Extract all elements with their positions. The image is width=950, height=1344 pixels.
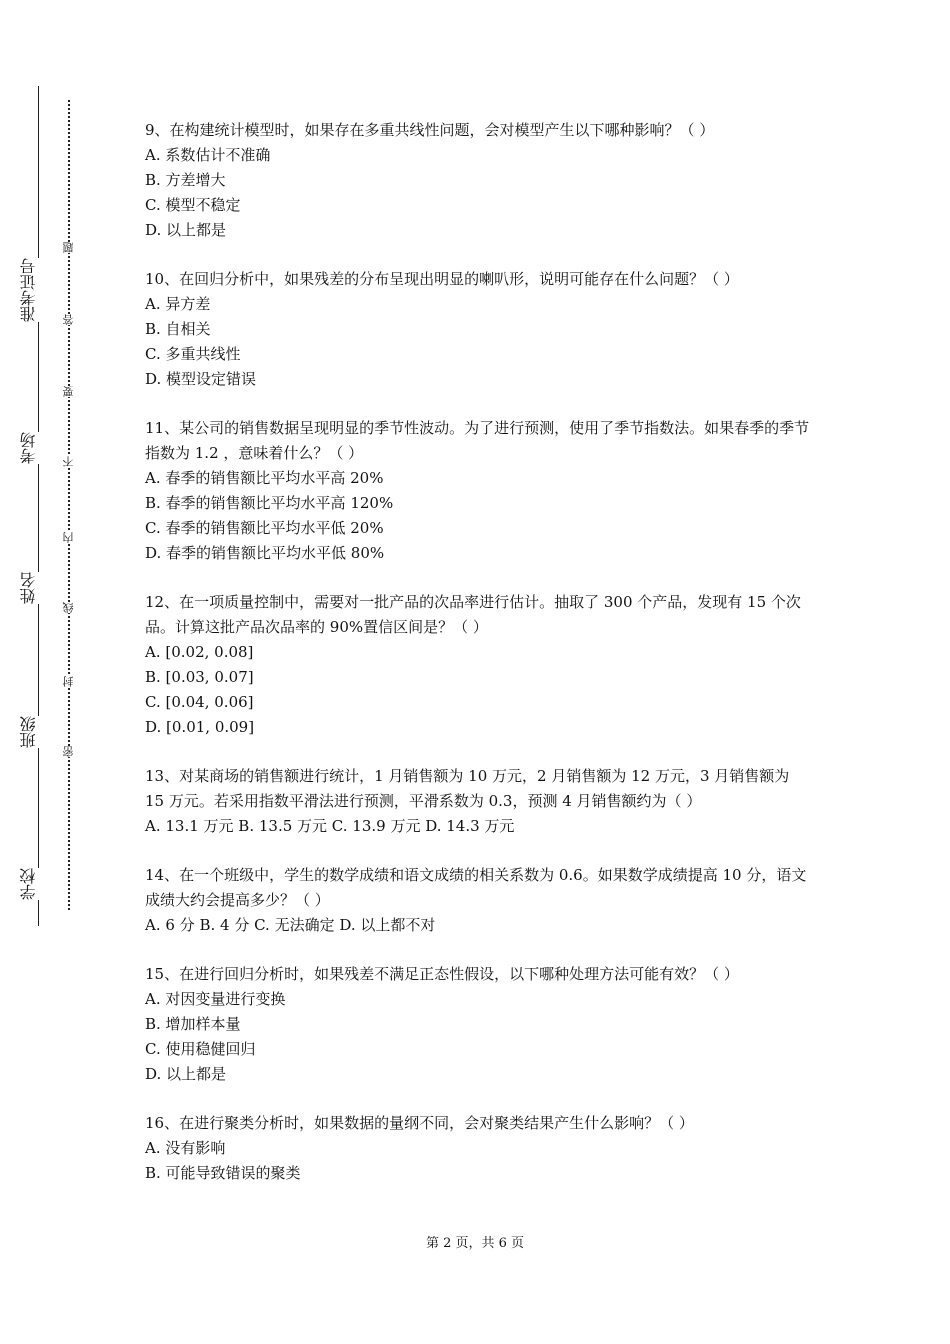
seal-char: 要 [62,386,75,397]
option-b: B. 可能导致错误的聚类 [145,1164,301,1182]
seal-char: 线 [62,602,75,613]
option-d: D. 模型设定错误 [145,370,257,388]
question-16 [145,1111,810,1186]
option-c: C. 模型不稳定 [145,196,241,214]
option-a: A. 没有影响 [145,1139,226,1157]
question-13 [145,764,810,839]
option-b: B. 增加样本量 [145,1015,241,1033]
page-number: 第 2 页，共 6 页 [425,1236,525,1251]
seal-char: 封 [62,676,75,687]
field-admission-number-label: 准考证号 [20,258,54,322]
option-a: A. 春季的销售额比平均水平高 20% [145,469,384,487]
seal-char: 题 [62,242,75,253]
seal-char: 内 [62,532,75,543]
option-a: A. 系数估计不准确 [145,146,271,164]
option-d: D. 以上都是 [145,221,227,239]
field-name-label: 姓名 [20,572,54,604]
question-text: 10、在回归分析中，如果残差的分布呈现出明显的喇叭形，说明可能存在什么问题？（ ） [145,270,739,288]
option-b: B. [0.03, 0.07] [145,668,254,686]
question-10 [145,267,810,392]
option-a: A. 异方差 [145,295,211,313]
question-15 [145,962,810,1087]
fill-in-line [38,86,39,926]
question-9 [145,118,810,243]
seal-char: 密 [62,746,75,757]
question-12 [145,590,810,740]
option-a: A. [0.02, 0.08] [145,643,254,661]
question-text: 11、某公司的销售数据呈现明显的季节性波动。为了进行预测，使用了季节指数法。如果春季的季节指数为 1.2 ，意味着什么？（ ） [145,419,810,462]
option-d: D. 以上都是 [145,1065,227,1083]
question-text: 12、在一项质量控制中，需要对一批产品的次品率进行估计。抽取了 300 个产品，发现有 15 个次品。计算这批产品次品率的 90%置信区间是？（ ） [145,593,801,636]
option-c: C. 春季的销售额比平均水平低 20% [145,519,384,537]
option-d: D. [0.01, 0.09] [145,718,255,736]
question-text: 9、在构建统计模型时，如果存在多重共线性问题，会对模型产生以下哪种影响？（ ） [145,121,715,139]
field-school-label: 学校 [20,868,54,900]
field-exam-room-label: 考场 [20,432,54,464]
question-text: 13、对某商场的销售额进行统计，1 月销售额为 10 万元，2 月销售额为 12 万元，3 月销售额为 15 万元。若采用指数平滑法进行预测，平滑系数为 0.3，预测 4 月销售额约为（ ） [145,767,790,810]
question-11 [145,416,810,566]
options-inline: A. 6 分 B. 4 分 C. 无法确定 D. 以上都不对 [145,916,436,934]
seal-char: 答 [62,314,75,325]
option-c: C. 多重共线性 [145,345,241,363]
option-b: B. 春季的销售额比平均水平高 120% [145,494,394,512]
seal-char: 不 [62,456,75,467]
question-list [145,118,810,1210]
option-c: C. 使用稳健回归 [145,1040,256,1058]
question-text: 14、在一个班级中，学生的数学成绩和语文成绩的相关系数为 0.6。如果数学成绩提高 10 分，语文成绩大约会提高多少？（ ） [145,866,807,909]
option-b: B. 方差增大 [145,171,226,189]
option-d: D. 春季的销售额比平均水平低 80% [145,544,385,562]
question-14 [145,863,810,938]
binding-margin [0,0,110,1344]
option-a: A. 对因变量进行变换 [145,990,286,1008]
option-b: B. 自相关 [145,320,211,338]
question-text: 16、在进行聚类分析时，如果数据的量纲不同，会对聚类结果产生什么影响？（ ） [145,1114,694,1132]
options-inline: A. 13.1 万元 B. 13.5 万元 C. 13.9 万元 D. 14.3 万元 [145,817,515,835]
seal-dotted-line [68,100,70,910]
field-class-label: 班级 [20,716,54,748]
option-c: C. [0.04, 0.06] [145,693,254,711]
question-text: 15、在进行回归分析时，如果残差不满足正态性假设，以下哪种处理方法可能有效？（ ） [145,965,739,983]
